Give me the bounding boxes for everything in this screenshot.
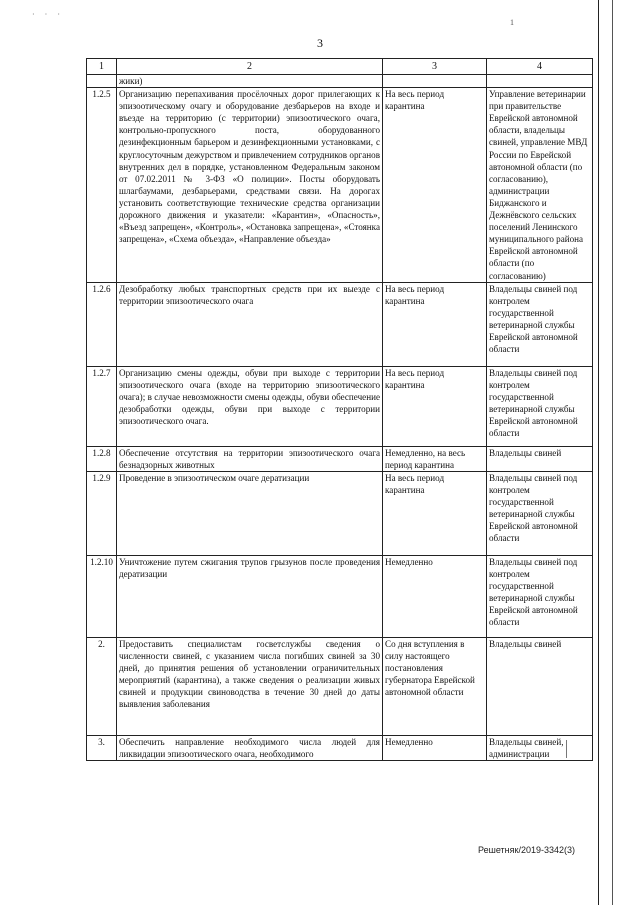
item-number: 1.2.5: [87, 88, 117, 283]
continuation-row: [87, 75, 593, 88]
item-action: Организацию перепахивания просёлочных дорог прилегающих к эпизоотическому очагу и оборудование дезбарьеров на входе и въезде на территорию (с территории) эпизоотического очага, контрольно-пропускного поста, оборудованного дезинфекционным барьером и дезинфекционными установками, с круглосуточным дежурством и привлечением сотрудников органов внутренних дел в порядке, установленном Федеральным законом от 07.02.2011 № 3-ФЗ «О полиции». Посты оборудовать шлагбаумами, дезбарьерами, средствами связи. На дорогах установить соответствующие технические средства организации дорожного движения и указатели: «Карантин», «Опасность», «Въезд запрещен», «Контроль», «Остановка запрещена», «Стоянка запрещена», «Схема объезда», «Направление объезда»: [117, 88, 383, 283]
scan-edge-line: [598, 0, 599, 905]
item-number: 2.: [87, 637, 117, 735]
document-reference: Решетняк/2019-3342(3): [478, 845, 575, 855]
corner-mark: 1: [510, 18, 514, 27]
item-number: 1.2.9: [87, 471, 117, 555]
item-term: На весь период карантина: [383, 366, 487, 446]
item-action: Организацию смены одежды, обуви при выходе с территории эпизоотического очага (входе на территорию эпизоотического очага); в случае невозможности смены одежды, обуви обеспечение дезобработки одежды, обуви при выходе с территории эпизоотического очага.: [117, 366, 383, 446]
item-responsible: Владельцы свиней под контролем государственной ветеринарной службы Еврейской автономной области: [487, 471, 593, 555]
scan-edge-line: [612, 0, 613, 905]
item-responsible: Владельцы свиней под контролем государственной ветеринарной службы Еврейской автономной области: [487, 282, 593, 366]
measures-table: [86, 58, 593, 761]
item-number: 1.2.6: [87, 282, 117, 366]
item-number: 3.: [87, 735, 117, 760]
item-responsible: Управление ветеринарии при правительстве Еврейской автономной области, владельцы свиней, управление МВД России по Еврейской автономной области (по согласованию), администрации Биджанского и Дежнёвского сельских поселений Ленинского муниципального района Еврейской автономной области (по согласованию): [487, 88, 593, 283]
column-header: 3: [383, 59, 487, 75]
item-responsible: Владельцы свиней, администрации: [487, 735, 593, 760]
item-number: 1.2.8: [87, 446, 117, 471]
table-row: [87, 446, 593, 471]
scan-specks: · · ·: [32, 10, 64, 19]
table-header-row: [87, 59, 593, 75]
table-row: [87, 637, 593, 735]
item-action: Дезобработку любых транспортных средств при их выезде с территории эпизоотического очага: [117, 282, 383, 366]
column-header: 1: [87, 59, 117, 75]
item-term: Немедленно: [383, 735, 487, 760]
item-term: Немедленно: [383, 555, 487, 637]
item-term: Немедленно, на весь период карантина: [383, 446, 487, 471]
item-action: Уничтожение путем сжигания трупов грызунов после проведения дератизации: [117, 555, 383, 637]
item-action: Обеспечение отсутствия на территории эпизоотического очага безнадзорных животных: [117, 446, 383, 471]
item-term: На весь период карантина: [383, 471, 487, 555]
table-row: [87, 735, 593, 760]
item-responsible: Владельцы свиней под контролем государственной ветеринарной службы Еврейской автономной области: [487, 366, 593, 446]
item-term: На весь период карантина: [383, 88, 487, 283]
item-number: 1.2.10: [87, 555, 117, 637]
page-number: 3: [317, 36, 323, 50]
item-responsible: Владельцы свиней: [487, 637, 593, 735]
column-header: 2: [117, 59, 383, 75]
table-row: [87, 88, 593, 283]
column-header: 4: [487, 59, 593, 75]
table-row: [87, 282, 593, 366]
item-action: Проведение в эпизоотическом очаге дератизации: [117, 471, 383, 555]
item-number: 1.2.7: [87, 366, 117, 446]
item-responsible: Владельцы свиней: [487, 446, 593, 471]
item-responsible: Владельцы свиней под контролем государственной ветеринарной службы Еврейской автономной области: [487, 555, 593, 637]
item-term: На весь период карантина: [383, 282, 487, 366]
table-row: [87, 555, 593, 637]
item-term: Со дня вступления в силу настоящего постановления губернатора Еврейской автономной области: [383, 637, 487, 735]
table-row: [87, 471, 593, 555]
table-row: [87, 366, 593, 446]
margin-mark: [566, 740, 567, 758]
continuation-text: жики): [117, 75, 383, 88]
item-action: Обеспечить направление необходимого числа людей для ликвидации эпизоотического очага, необходимого: [117, 735, 383, 760]
item-action: Предоставить специалистам госветслужбы сведения о численности свиней, с указанием числа погибших свиней за 30 дней, до принятия решения об установлении ограничительных мероприятий (карантина), а также сведения о реализации живых свиней и продукции свиноводства в течение 30 дней до даты выявления заболевания: [117, 637, 383, 735]
